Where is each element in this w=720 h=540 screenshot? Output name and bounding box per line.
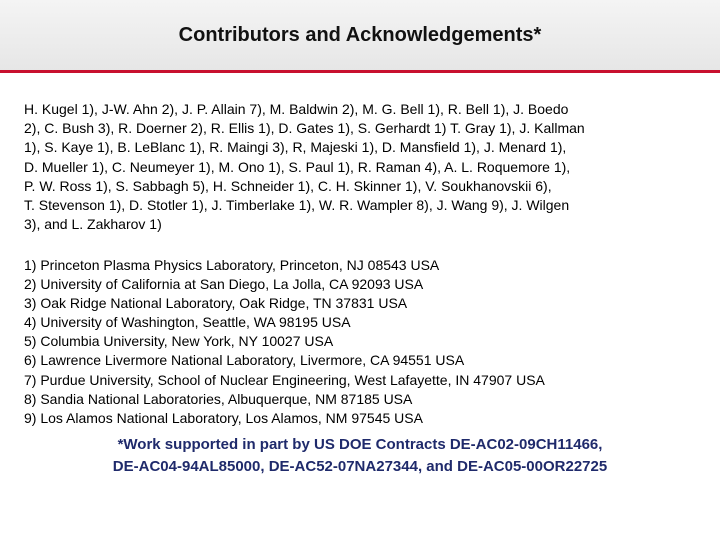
title-divider — [0, 70, 720, 73]
affiliation-item: 5) Columbia University, New York, NY 10027 USA — [24, 333, 334, 350]
author-list — [24, 100, 704, 234]
author-line: T. Stevenson 1), D. Stotler 1), J. Timberlake 1), W. R. Wampler 8), J. Wang 9), J. Wilgen — [24, 197, 570, 214]
author-line: 3), and L. Zakharov 1) — [24, 216, 162, 233]
affiliation-item: 2) University of California at San Diego, La Jolla, CA 92093 USA — [24, 276, 424, 293]
funding-note-line: *Work supported in part by US DOE Contracts DE-AC02-09CH11466, — [117, 436, 603, 453]
funding-note — [0, 434, 720, 478]
author-line: 2), C. Bush 3), R. Doerner 2), R. Ellis 1), D. Gates 1), S. Gerhardt 1) T. Gray 1), J. Kallman — [24, 120, 585, 137]
author-line: H. Kugel 1), J-W. Ahn 2), J. P. Allain 7), M. Baldwin 2), M. G. Bell 1), R. Bell 1), J. Boedo — [24, 101, 569, 117]
funding-note-line: DE-AC04-94AL85000, DE-AC52-07NA27344, and DE-AC05-00OR22725 — [112, 458, 608, 475]
affiliation-list — [24, 256, 704, 428]
affiliation-item: 4) University of Washington, Seattle, WA 98195 USA — [24, 314, 351, 331]
affiliation-item: 6) Lawrence Livermore National Laboratory, Livermore, CA 94551 USA — [24, 352, 465, 369]
affiliation-item: 8) Sandia National Laboratories, Albuquerque, NM 87185 USA — [24, 390, 413, 407]
affiliation-item: 7) Purdue University, School of Nuclear Engineering, West Lafayette, IN 47907 USA — [24, 371, 545, 388]
affiliation-item: 3) Oak Ridge National Laboratory, Oak Ridge, TN 37831 USA — [24, 295, 408, 312]
author-line: 1), S. Kaye 1), B. LeBlanc 1), R. Maingi 3), R, Majeski 1), D. Mansfield 1), J. Menard 1), — [24, 139, 567, 156]
author-line: P. W. Ross 1), S. Sabbagh 5), H. Schneider 1), C. H. Skinner 1), V. Soukhanovskii 6), — [24, 177, 552, 194]
author-line: D. Mueller 1), C. Neumeyer 1), M. Ono 1), S. Paul 1), R. Raman 4), A. L. Roquemore 1), — [24, 158, 571, 175]
affiliation-item: 1) Princeton Plasma Physics Laboratory, Princeton, NJ 08543 USA — [24, 257, 440, 273]
page-title: Contributors and Acknowledgements* — [178, 24, 542, 46]
affiliation-item: 9) Los Alamos National Laboratory, Los Alamos, NM 97545 USA — [24, 409, 423, 426]
